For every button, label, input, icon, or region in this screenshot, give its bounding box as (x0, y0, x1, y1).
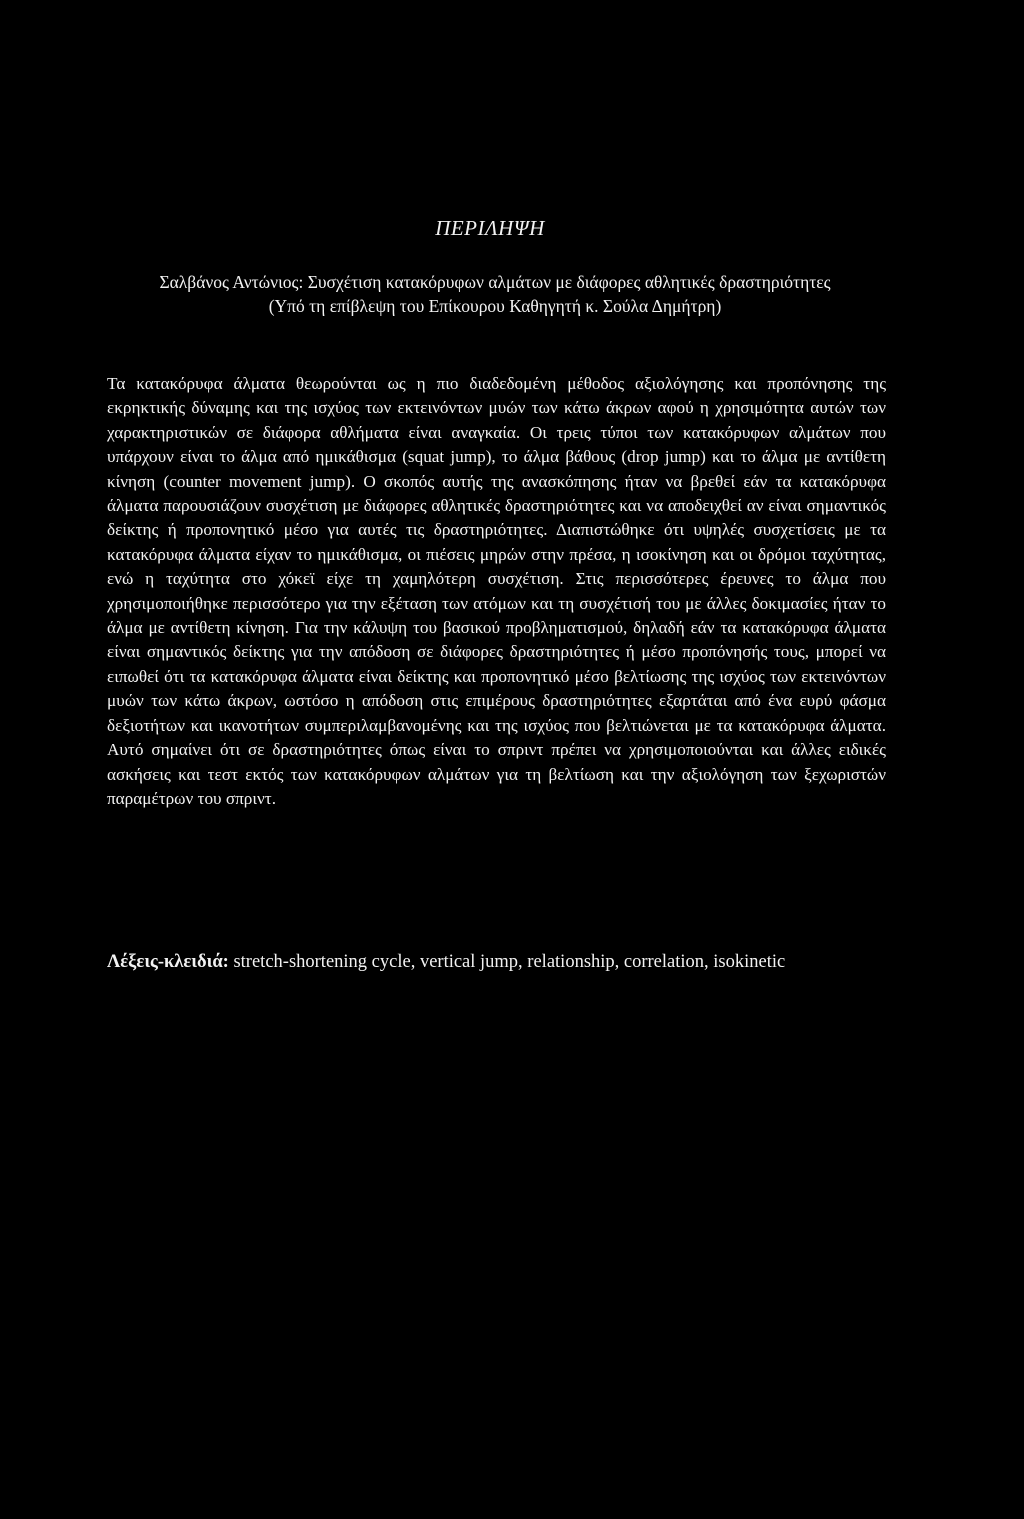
author-block (100, 270, 890, 318)
abstract-body: Τα κατακόρυφα άλματα θεωρούνται ως η πιο διαδεδομένη μέθοδος αξιολόγησης και προπόνησης της εκρηκτικής δύναμης και της ισχύος των εκτεινόντων μυών των κάτω άκρων αφού η χρησιμότητα αυτών των χαρακτηριστικών σε διάφορα αθλήματα είναι αναγκαία. Οι τρεις τύποι των κατακόρυφων αλμάτων που υπάρχουν είναι το άλμα από ημικάθισμα (squat jump), το άλμα βάθους (drop jump) και το άλμα με αντίθετη κίνηση (counter movement jump). Ο σκοπός αυτής της ανασκόπησης ήταν να βρεθεί εάν τα κατακόρυφα άλματα παρουσιάζουν συσχέτιση με διάφορες αθλητικές δραστηριότητες και να αποδειχθεί αν είναι σημαντικός δείκτης ή προπονητικό μέσο για αυτές τις δραστηριότητες. Διαπιστώθηκε ότι υψηλές συσχετίσεις με τα κατακόρυφα άλματα είχαν το ημικάθισμα, οι πιέσεις μηρών στην πρέσα, η ισοκίνηση και οι δρόμοι ταχύτητας, ενώ η ταχύτητα στο χόκεϊ είχε τη χαμηλότερη συσχέτιση. Στις περισσότερες έρευνες το άλμα που χρησιμοποιήθηκε περισσότερο για την εξέταση των ατόμων και τη συσχέτισή του με άλλες δοκιμασίες ήταν το άλμα με αντίθετη κίνηση. Για την κάλυψη του βασικού προβληματισμού, δηλαδή εάν τα κατακόρυφα άλματα είναι σημαντικός δείκτης για την απόδοση σε διάφορες δραστηριότητες ή μέσο προπόνησής τους, μπορεί να ειπωθεί ότι τα κατακόρυφα άλματα είναι δείκτης και προπονητικό μέσο βελτίωσης της ισχύος των εκτεινόντων μυών των κάτω άκρων, ωστόσο η απόδοση στις επιμέρους δραστηριότητες εξαρτάται από ένα ευρύ φάσμα δεξιοτήτων και ικανοτήτων συμπεριλαμβανομένης και της ισχύος που βελτιώνεται με τα κατακόρυφα άλματα. Αυτό σημαίνει ότι σε δραστηριότητες όπως είναι το σπριντ πρέπει να χρησιμοποιούνται και άλλες ειδικές ασκήσεις και τεστ εκτός των κατακόρυφων αλμάτων για τη βελτίωση και την αξιολόγηση των ξεχωριστών παραμέτρων του σπριντ. (107, 374, 886, 808)
supervisor-line: (Υπό τη επίβλεψη του Επίκουρου Καθηγητή κ. Σούλα Δημήτρη) (268, 296, 722, 316)
keywords-list: stretch-shortening cycle, vertical jump, relationship, correlation, isokinetic (233, 952, 786, 972)
keywords-line (107, 950, 886, 975)
author-title-line: Σαλβάνος Αντώνιος: Συσχέτιση κατακόρυφων αλμάτων με διάφορες αθλητικές δραστηριότητες (159, 272, 831, 292)
abstract-heading: ΠΕΡΙΛΗΨΗ (435, 216, 545, 240)
keywords-label: Λέξεις-κλειδιά: (107, 952, 229, 972)
